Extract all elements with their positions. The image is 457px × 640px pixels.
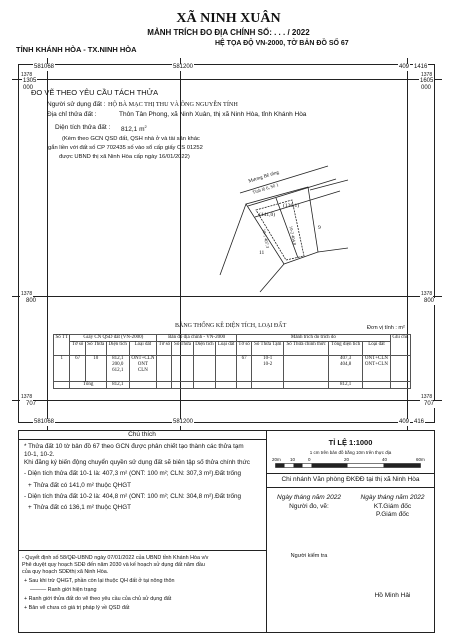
parcel-a-area: (141,0) <box>259 212 276 218</box>
grid-value-bot-right-b: 707 <box>424 401 435 407</box>
grid-value-bot-right-a: 1378 <box>421 394 433 400</box>
grid-value-bot-left-a: 1378 <box>21 394 33 400</box>
table-header-cell: Tờ số <box>70 342 85 356</box>
notes-heading: Chú thích <box>128 431 156 438</box>
table-cell <box>252 382 284 389</box>
page-subtitle: MẢNH TRÍCH ĐO ĐỊA CHÍNH SỐ: . . . / 2022 <box>147 28 310 37</box>
table-cell-line: 812,1 <box>112 356 124 361</box>
grid-line <box>12 400 442 401</box>
grid-value-top-right-a: 409 <box>399 64 410 70</box>
table-cell <box>106 356 129 382</box>
table-group-header: Mảnh trích đo trích đo <box>236 335 390 342</box>
deputy-label: P.Giám đốc <box>375 511 410 518</box>
legal-note: ——— Ranh giới hiện trạng <box>30 587 97 593</box>
checker-label: Người kiểm tra <box>290 553 328 559</box>
grid-value-mid-left-a: 1378 <box>21 291 33 297</box>
parcel-a-id: 10-1 407.3 <box>261 228 271 249</box>
owner-label: Người sử dụng đất : <box>47 101 106 108</box>
scale-subtitle: 1 cm trên bản đồ bằng 10m trên thực địa <box>309 450 392 455</box>
table-cell <box>390 356 410 382</box>
table-total-value: 812,1 <box>329 382 363 389</box>
grid-value-right-a: 1378 <box>421 72 433 78</box>
table-cell <box>252 356 284 382</box>
scale-tick: 60m <box>416 457 425 462</box>
note-line: Khi đăng ký biến động chuyển quyền sử dụng đất sẽ biên tập số thửa chính thức <box>24 459 250 466</box>
grid-value-left-b: 1305 <box>23 78 37 84</box>
table-cell-line: ONT+CLN <box>364 362 389 367</box>
table-cell-line: 404,8 <box>340 362 352 367</box>
office-divider <box>266 487 435 488</box>
table-header-cell: Loại đất <box>216 342 237 356</box>
grid-value-bottom-right-a: 409 <box>399 419 410 425</box>
gcn-note-3: được UBND thị xã Ninh Hòa cấp ngày 16/01/2022) <box>59 154 190 160</box>
table-cell <box>157 382 172 389</box>
coord-system: HỆ TỌA ĐỘ VN-2000, TỜ BẢN ĐỒ SỐ 67 <box>215 40 349 47</box>
table-header-cell: Diện tích <box>193 342 216 356</box>
gcn-note-2: gắn liền với đất số CP 702435 số vào sổ cấp giấy CS 01252 <box>48 145 203 151</box>
table-group-header: Bản đồ địa chính - VN-2000 <box>157 335 237 342</box>
table-cell <box>390 382 410 389</box>
table-cell-line: 10-2 <box>263 362 273 367</box>
area-label: Diện tích thửa đất : <box>55 124 111 131</box>
table-cell <box>284 382 329 389</box>
parcel-b-id: 10-2 404.8 <box>288 225 298 246</box>
notes-divider <box>266 430 267 633</box>
legal-note: + Sau khi trừ QHGT, phần còn lại thuộc QH đất ở tại nông thôn <box>24 578 175 584</box>
grid-line <box>12 79 442 80</box>
table-cell: 67 <box>236 356 251 382</box>
grid-value-mid-right-a: 1378 <box>421 291 433 297</box>
table-header-cell: Số Thửa Tạm <box>252 342 284 356</box>
table-total-value: 812,1 <box>106 382 129 389</box>
table-row <box>54 382 411 389</box>
table-cell <box>216 382 237 389</box>
legal-note: + Bản vẽ chưa có giá trị pháp lý về QSD đất <box>24 605 130 611</box>
scale-tick: 20 <box>344 457 350 462</box>
table-cell <box>172 356 193 382</box>
table-header-cell: Số Thửa <box>172 342 193 356</box>
table-row <box>54 335 411 342</box>
table-header-cell: Loại đất <box>129 342 157 356</box>
notes-header-line <box>18 439 266 440</box>
table-cell <box>363 356 391 382</box>
table-header-cell: Tờ số <box>236 342 251 356</box>
page-title: XÃ NINH XUÂN <box>176 11 281 26</box>
parcel-b-area: (136,1) <box>283 203 300 209</box>
table-cell: 67 <box>70 356 85 382</box>
scale-bar <box>275 463 425 469</box>
legal-note: - Quyết định số 58/QĐ-UBND ngày 07/01/2022 của UBND tỉnh Khánh Hòa v/v <box>22 555 209 561</box>
table-cell <box>157 356 172 382</box>
date-left: Ngày tháng năm 2022 <box>277 494 341 501</box>
scale-title: TỈ LỆ 1:1000 <box>328 438 373 447</box>
neighbor-parcel-11: 11 <box>259 250 265 256</box>
legal-note: Phê duyệt quy hoạch SDĐ đến năm 2030 và kế hoạch sử dụng đất năm đầu <box>22 562 205 568</box>
table-cell <box>193 382 216 389</box>
grid-value-left-c: 000 <box>23 85 34 91</box>
table-cell <box>172 382 193 389</box>
note-line: + Thửa đất có 141,0 m² thuộc QHGT <box>28 482 131 489</box>
road-label: Mương Bê tông <box>247 170 280 185</box>
table-cell <box>236 382 251 389</box>
scale-divider <box>266 473 435 474</box>
table-cell-line: 612,1 <box>112 368 124 373</box>
owner-value: HỘ BÀ MẠC THỊ THU VÀ ÔNG NGUYỄN TÍNH <box>108 101 238 108</box>
office-name: Chi nhánh Văn phòng ĐKĐĐ tại thị xã Ninh Hòa <box>281 476 420 483</box>
table-header-cell: Số Thửa <box>85 342 106 356</box>
stats-table <box>53 334 411 389</box>
survey-heading: ĐO VẼ THEO YÊU CẦU TÁCH THỬA <box>31 88 159 97</box>
address-value: Thôn Tân Phong, xã Ninh Xuân, thị xã Ninh Hòa, tỉnh Khánh Hòa <box>119 111 307 118</box>
stats-title: BẢNG THỐNG KÊ DIỆN TÍCH, LOẠI ĐẤT <box>175 323 287 329</box>
legal-note: của quy hoạch SDĐthị xã Ninh Hòa. <box>22 569 109 575</box>
table-cell <box>363 382 391 389</box>
table-cell-line: CLN <box>137 368 148 373</box>
notes-divider-h <box>18 550 266 551</box>
grid-value-bot-left-b: 707 <box>26 401 37 407</box>
director-label: KT.Giám đốc <box>373 503 412 510</box>
parcel-map <box>200 160 350 295</box>
note-line: * Thửa đất 10 tờ bản đồ 67 theo GCN được phân chiết tạo thành các thửa tạm <box>24 443 244 450</box>
table-header-cell: Số TT <box>54 335 70 356</box>
scale-tick: 20m <box>272 457 281 462</box>
table-cell <box>193 356 216 382</box>
table-group-header: Giấy CN QSD đất (VN-2000) <box>70 335 157 342</box>
grid-value-left-a: 1378 <box>21 72 33 78</box>
table-header-cell: Tờ số <box>157 342 172 356</box>
table-cell-line: ONT <box>137 362 149 367</box>
table-cell <box>129 382 157 389</box>
table-cell: 1 <box>54 356 70 382</box>
address-label: Địa chỉ thửa đất : <box>47 111 97 118</box>
grid-value-bottom-left: 581068 <box>34 419 55 425</box>
table-row <box>54 342 411 356</box>
area-value: 812,1 $m^2$ <box>121 124 147 134</box>
grid-value-top-mid: 581200 <box>173 64 194 70</box>
table-cell-line: 407,3 <box>340 356 352 361</box>
grid-value-right-c: 000 <box>421 85 432 91</box>
grid-value-top-right-b: 1416 <box>414 64 428 70</box>
note-line: - Diện tích thửa đất 10-2 là: 404,8 m² (ONT: 100 m²; CLN: 304,8 m²).Đất trống <box>24 493 241 500</box>
table-cell <box>129 356 157 382</box>
neighbor-parcel-9: 9 <box>318 225 321 231</box>
road-label-2: Tỉnh lộ 6, Số 1 <box>251 182 280 195</box>
table-total-label: Tổng <box>70 382 106 389</box>
table-header-cell: Số Thửa chính thức <box>284 342 329 356</box>
grid-value-right-b: 1605 <box>420 78 434 84</box>
scale-tick: 10 <box>290 457 296 462</box>
table-header-cell: Diện tích <box>106 342 129 356</box>
signer-name: Hồ Minh Hải <box>374 592 411 599</box>
table-cell-line: ONT+CLN <box>131 356 155 361</box>
province-label: TỈNH KHÁNH HÒA - TX.NINH HÒA <box>16 45 137 54</box>
table-row <box>54 356 411 382</box>
note-line: + Thửa đất có 136,1 m² thuộc QHGT <box>28 504 131 511</box>
grid-value-bottom-mid: 581200 <box>173 419 194 425</box>
date-right: Ngày tháng năm 2022 <box>360 494 425 501</box>
scale-tick: 0 <box>308 457 311 462</box>
table-cell <box>216 356 237 382</box>
note-line: 10-1, 10-2. <box>24 451 55 458</box>
scale-tick: 40 <box>382 457 388 462</box>
grid-value-bottom-right-b: 416 <box>414 419 425 425</box>
table-header-cell: Ghi chú <box>390 335 410 356</box>
grid-value-mid-right-b: 800 <box>424 298 435 304</box>
note-line: - Diện tích thửa đất 10-1 là: 407,3 m² (ONT: 100 m²; CLN: 307,3 m²).Đất trống <box>24 470 241 477</box>
legal-note: + Ranh giới thửa đất do vẽ theo yêu cầu của chủ sử dụng đất <box>24 596 172 602</box>
table-cell <box>329 356 363 382</box>
grid-line <box>12 296 442 297</box>
grid-value-top-left: 581068 <box>34 64 55 70</box>
table-cell-line: ONT+CLN <box>364 356 389 361</box>
table-cell-line: 10-1 <box>263 356 273 361</box>
table-cell: 10 <box>85 356 106 382</box>
table-cell-line: 200,0 <box>112 362 124 367</box>
table-cell <box>284 356 329 382</box>
grid-value-mid-left-b: 800 <box>26 298 37 304</box>
table-cell <box>54 382 70 389</box>
gcn-note-1: (Kèm theo GCN QSD đất, QSH nhà ở và tài sản khác <box>62 136 200 142</box>
stats-unit: Đơn vị tính : m² <box>367 325 405 331</box>
table-header-cell: Loại đất <box>363 342 391 356</box>
table-header-cell: Tổng diện tích <box>329 342 363 356</box>
drawer-label: Người đo, vẽ: <box>289 503 329 510</box>
